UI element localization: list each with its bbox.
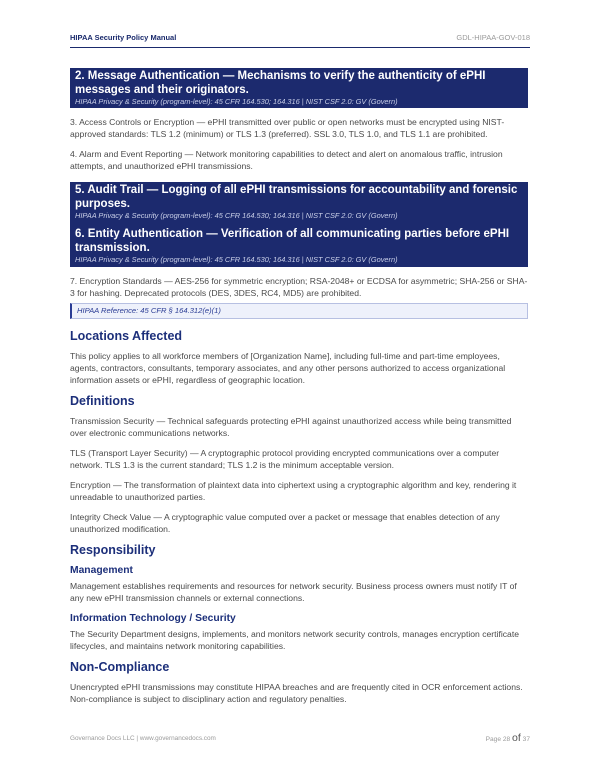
page-total: 37 [522, 736, 530, 743]
item-alarm-reporting: 4. Alarm and Event Reporting — Network monitoring capabilities to detect and alert on anomalous traffic, intrusion attempts, and unauthorized ePHI transmissions. [70, 149, 503, 171]
manual-title: HIPAA Security Policy Manual [70, 33, 177, 42]
requirement-band-entity-authentication [70, 223, 528, 267]
requirement-band-audit-trail [70, 182, 528, 223]
page-footer [70, 732, 530, 745]
subheading-management: Management [70, 565, 133, 576]
page-number [486, 732, 530, 744]
definition-encryption: Encryption — The transformation of plaintext data into ciphertext using a cryptographic algorithm and key, rendering it unreadable to unauthorized parties. [70, 480, 517, 502]
band-title: 6. Entity Authentication — Verification of all communicating parties before ePHI transmission. [75, 228, 510, 254]
item-encryption-standards: 7. Encryption Standards — AES-256 for symmetric encryption; RSA-2048+ or ECDSA for asymmetric; SHA-256 or SHA-3 for hashing. Deprecated protocols (DES, 3DES, RC4, MD5) are prohibited. [70, 276, 528, 298]
hipaa-reference-box: HIPAA Reference: 45 CFR § 164.312(e)(1) [70, 303, 528, 319]
definition-tls: TLS (Transport Layer Security) — A cryptographic protocol providing encrypted communications over a computer network. TLS 1.3 is the current standard; TLS 1.2 is the minimum acceptable version. [70, 448, 500, 470]
heading-responsibility: Responsibility [70, 543, 156, 557]
band-reference: HIPAA Privacy & Security (program-level): 45 CFR 164.530; 164.316 | NIST CSF 2.0: GV (Govern) [75, 97, 398, 106]
non-compliance-text: Unencrypted ePHI transmissions may constitute HIPAA breaches and are frequently cited in OCR enforcement actions. Non-compliance is subject to disciplinary action and regulatory penalties. [70, 682, 523, 704]
requirement-band-message-authentication [70, 68, 528, 108]
management-text: Management establishes requirements and resources for network security. Business process owners must notify IT of any new ePHI transmission channels or external connections. [70, 581, 517, 603]
page-label: Page [485, 736, 502, 743]
locations-text: This policy applies to all workforce members of [Organization Name], including full-time and part-time employees, agents, contractors, consultants, temporary associates, and any other persons authorized to access organizational information assets or ePHI, regardless of geographic location. [70, 351, 506, 385]
definition-transmission-security: Transmission Security — Technical safeguards protecting ePHI against unauthorized access while being transmitted over electronic communications networks. [70, 416, 512, 438]
page-current: 28 [502, 736, 511, 743]
footer-company: Governance Docs LLC | www.governancedocs.com [70, 735, 216, 742]
band-title: 2. Message Authentication — Mechanisms to verify the authenticity of ePHI messages and their originators. [75, 70, 486, 96]
item-access-controls: 3. Access Controls or Encryption — ePHI transmitted over public or open networks must be encrypted using NIST-approved standards: TLS 1.2 (minimum) or TLS 1.3 (preferred). SSL 3.0, TLS 1.0, and TLS 1.1 are prohibited. [70, 117, 505, 139]
heading-definitions: Definitions [70, 394, 135, 408]
definition-integrity-check-value: Integrity Check Value — A cryptographic value computed over a packet or message that enables detection of any unauthorized modification. [70, 512, 500, 534]
band-reference: HIPAA Privacy & Security (program-level): 45 CFR 164.530; 164.316 | NIST CSF 2.0: GV (Govern) [75, 255, 398, 264]
it-security-text: The Security Department designs, implements, and monitors network security controls, manages encryption certificate lifecycles, and maintains network monitoring capabilities. [70, 629, 519, 651]
subheading-it-security: Information Technology / Security [70, 613, 236, 624]
page-header [70, 33, 530, 48]
band-reference: HIPAA Privacy & Security (program-level): 45 CFR 164.530; 164.316 | NIST CSF 2.0: GV (Govern) [75, 211, 398, 220]
page-of: of [512, 732, 521, 744]
page-content [70, 68, 528, 713]
heading-locations-affected: Locations Affected [70, 329, 183, 343]
band-title: 5. Audit Trail — Logging of all ePHI transmissions for accountability and forensic purposes. [75, 184, 518, 210]
document-id: GDL-HIPAA-GOV-018 [456, 33, 530, 42]
heading-non-compliance: Non-Compliance [70, 660, 170, 674]
requirement-band-group [70, 182, 528, 267]
